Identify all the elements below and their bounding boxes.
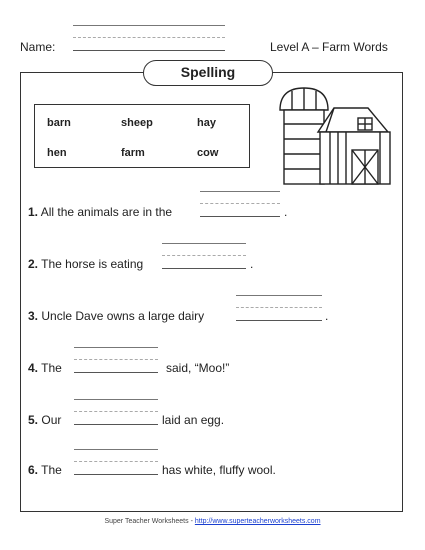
question-text: Our [41,413,62,427]
footer-link[interactable]: http://www.superteacherworksheets.com [194,518,321,525]
question-number: 2. [28,257,39,271]
question-number: 3. [28,309,39,323]
question-text: The [41,463,62,477]
word-bank-item: cow [197,147,219,159]
question-6 [28,463,62,477]
question-text: The horse is eating [41,257,144,271]
question-5 [28,413,61,427]
word-bank-item: farm [121,147,145,159]
name-label: Name: [20,40,56,54]
barn-silo-icon [268,84,396,188]
answer-line-2[interactable] [162,243,246,269]
question-ending: . [284,205,288,219]
answer-line-6[interactable] [74,449,158,475]
question-3 [28,309,204,323]
question-number: 4. [28,361,39,375]
question-number: 6. [28,463,39,477]
answer-line-1[interactable] [200,191,280,217]
question-ending: laid an egg. [162,413,225,427]
word-bank-item: barn [47,117,71,129]
question-number: 5. [28,413,39,427]
question-number: 1. [28,205,39,219]
word-bank-item: hay [197,117,216,129]
answer-line-5[interactable] [74,399,158,425]
question-ending: has white, fluffy wool. [162,463,276,477]
question-ending: . [250,257,254,271]
question-2 [28,257,143,271]
word-bank [34,104,250,168]
question-4 [28,361,62,375]
question-text: The [41,361,62,375]
word-bank-item: sheep [121,117,153,129]
question-text: All the animals are in the [40,205,173,219]
question-ending: . [325,309,329,323]
footer [0,518,425,525]
level-label: Level A – Farm Words [270,40,388,54]
answer-line-3[interactable] [236,295,322,321]
footer-text: Super Teacher Worksheets - [104,518,193,525]
name-writing-line[interactable] [73,25,225,51]
question-1 [28,205,172,219]
answer-line-4[interactable] [74,347,158,373]
question-ending: said, “Moo!” [166,361,230,375]
question-text: Uncle Dave owns a large dairy [41,309,205,323]
word-bank-item: hen [47,147,67,159]
worksheet-title: Spelling [143,60,273,86]
